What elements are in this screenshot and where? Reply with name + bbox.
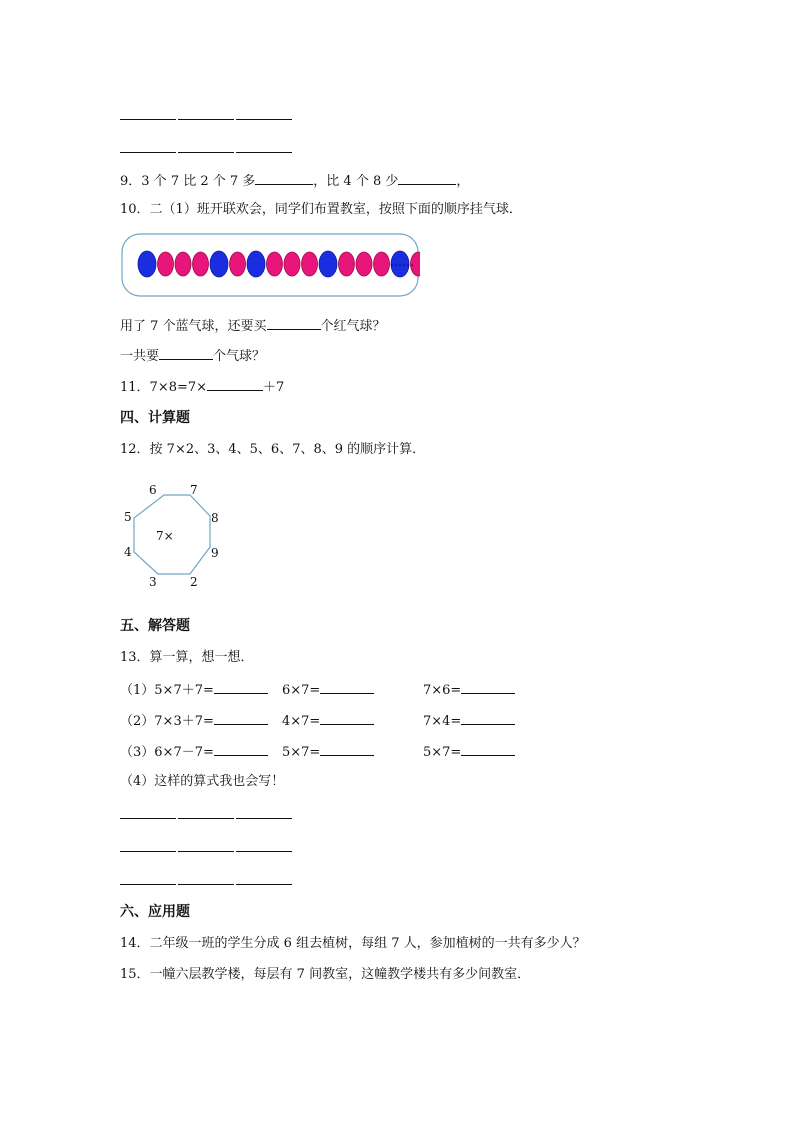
answer-blanks-row-1	[120, 106, 294, 126]
calc-expression: 6×7－7=	[154, 745, 214, 760]
blue-balloon	[247, 251, 265, 277]
pink-balloon	[267, 252, 283, 276]
question-10-sub-1	[120, 316, 386, 336]
pink-balloon	[339, 252, 355, 276]
calc-expression: 7×3＋7=	[154, 714, 214, 729]
blank[interactable]	[207, 377, 263, 391]
blank[interactable]	[214, 711, 268, 725]
calc-expression: 7×6=	[423, 683, 462, 698]
octagon-vertex-label: 4	[124, 545, 132, 559]
question-13	[120, 649, 254, 667]
question-text: ，比 4 个 8 少	[313, 174, 399, 189]
question-text: 算一算，想一想．	[149, 650, 254, 665]
octagon-vertex-label: 3	[149, 575, 157, 589]
blank[interactable]	[214, 680, 268, 694]
question-11	[120, 377, 284, 397]
calc-item	[423, 711, 515, 731]
section-title: 五、解答题	[120, 618, 190, 634]
blank[interactable]	[398, 171, 456, 185]
blank[interactable]	[178, 106, 234, 120]
blue-balloon	[319, 251, 337, 277]
question-text: 个红气球？	[320, 319, 386, 334]
blue-balloon	[138, 251, 156, 277]
balloon-figure	[120, 232, 420, 298]
blank[interactable]	[120, 871, 176, 885]
section-title: 六、应用题	[120, 904, 190, 920]
octagon-vertex-label: 9	[211, 546, 219, 560]
pink-balloon	[356, 252, 372, 276]
blank[interactable]	[120, 139, 176, 153]
pink-balloon	[230, 252, 246, 276]
question-number: 15．	[120, 967, 150, 982]
blank[interactable]	[461, 711, 515, 725]
blank[interactable]	[120, 805, 176, 819]
blank[interactable]	[178, 838, 234, 852]
calc-item	[423, 680, 515, 700]
answer-blanks-row-2	[120, 139, 294, 159]
calc-item	[423, 742, 515, 762]
question-14	[120, 935, 586, 953]
blank[interactable]	[120, 106, 176, 120]
question-text: 二年级一班的学生分成 6 组去植树，每组 7 人，参加植树的一共有多少人？	[149, 936, 586, 951]
blank[interactable]	[159, 346, 213, 360]
question-text: ，	[456, 174, 470, 189]
question-15	[120, 966, 530, 984]
pink-balloon	[193, 252, 209, 276]
blank[interactable]	[178, 805, 234, 819]
balloon-ellipsis: ……	[390, 255, 414, 269]
question-text: 3 个 7 比 2 个 7 多	[141, 174, 256, 189]
question-12	[120, 441, 425, 459]
blank[interactable]	[320, 680, 374, 694]
pink-balloon	[374, 252, 390, 276]
answer-blanks-row-3	[120, 805, 294, 825]
octagon-vertex-label: 6	[149, 483, 157, 497]
question-number: 12．	[120, 442, 150, 457]
calc-expression: 5×7＋7=	[154, 683, 214, 698]
question-13-sub-4: （4）这样的算式我也会写！	[120, 774, 285, 789]
question-text: ＋7	[263, 380, 285, 395]
answer-blanks-row-4	[120, 838, 294, 858]
blank[interactable]	[178, 871, 234, 885]
row-label: （3）	[120, 745, 155, 760]
calc-item	[282, 680, 374, 700]
blank[interactable]	[236, 805, 292, 819]
calc-expression: 5×7=	[423, 745, 462, 760]
calc-item	[282, 711, 374, 731]
calc-expression: 7×4=	[423, 714, 462, 729]
blank[interactable]	[320, 742, 374, 756]
question-text: 一幢六层教学楼，每层有 7 间教室，这幢教学楼共有多少间教室．	[149, 967, 531, 982]
octagon-vertex-label: 8	[211, 511, 219, 525]
pink-balloon	[158, 252, 174, 276]
calc-expression: 5×7=	[282, 745, 321, 760]
blank[interactable]	[320, 711, 374, 725]
blank[interactable]	[236, 106, 292, 120]
blank[interactable]	[255, 171, 313, 185]
calc-item	[282, 742, 374, 762]
question-number: 11．	[120, 380, 150, 395]
question-number: 10．	[120, 202, 150, 217]
question-text: 用了 7 个蓝气球，还要买	[120, 319, 267, 334]
question-text: 个气球？	[213, 349, 266, 364]
row-label: （1）	[120, 683, 155, 698]
blank[interactable]	[236, 838, 292, 852]
blank[interactable]	[236, 139, 292, 153]
row-label: （2）	[120, 714, 155, 729]
calc-expression: 4×7=	[282, 714, 321, 729]
question-text: 一共要	[120, 349, 160, 364]
pink-balloon	[284, 252, 300, 276]
calc-item	[120, 711, 268, 731]
blank[interactable]	[236, 871, 292, 885]
question-number: 9．	[120, 174, 142, 189]
question-10-sub-2	[120, 346, 265, 366]
octagon-vertex-label: 7	[190, 483, 198, 497]
blank[interactable]	[178, 139, 234, 153]
calc-expression: 6×7=	[282, 683, 321, 698]
question-text: 7×8=7×	[149, 380, 208, 395]
blank[interactable]	[461, 742, 515, 756]
question-number: 14．	[120, 936, 150, 951]
question-text: 二（1）班开联欢会，同学们布置教室，按照下面的顺序挂气球．	[149, 202, 522, 217]
blue-balloon	[210, 251, 228, 277]
pink-balloon	[302, 252, 318, 276]
octagon-figure	[118, 480, 228, 590]
question-number: 13．	[120, 650, 150, 665]
octagon-vertex-label: 5	[124, 510, 132, 524]
pink-balloon	[175, 252, 191, 276]
question-9	[120, 171, 469, 191]
calc-item	[120, 742, 268, 762]
question-10	[120, 201, 522, 219]
blank[interactable]	[461, 680, 515, 694]
blank[interactable]	[214, 742, 268, 756]
question-text: 按 7×2、3、4、5、6、7、8、9 的顺序计算．	[149, 442, 426, 457]
octagon-vertex-label: 2	[190, 575, 198, 589]
answer-blanks-row-5	[120, 871, 294, 891]
blank[interactable]	[267, 316, 321, 330]
blank[interactable]	[120, 838, 176, 852]
section-title: 四、计算题	[120, 410, 190, 426]
calc-item	[120, 680, 268, 700]
octagon-center-label: 7×	[156, 529, 174, 543]
